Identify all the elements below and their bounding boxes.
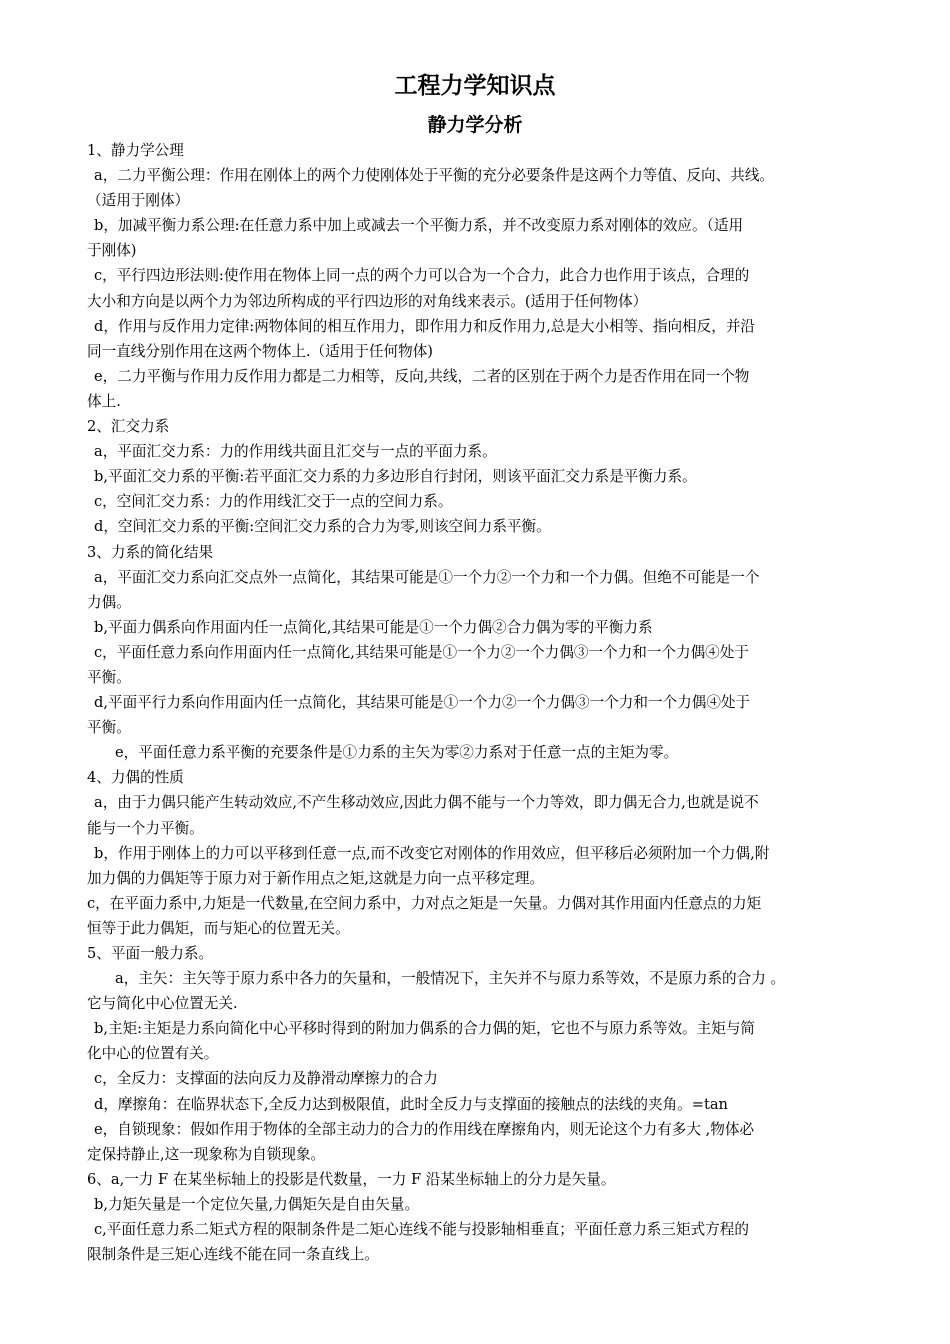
text-line: d,平面平行力系向作用面内任一点简化，其结果可能是①一个力②一个力偶③一个力和一个力偶④处于: [94, 694, 751, 712]
text-line: a，平面汇交力系：力的作用线共面且汇交与一点的平面力系。: [94, 443, 497, 461]
text-line: 化中心的位置有关。: [87, 1045, 219, 1063]
text-line: 5、平面一般力系。: [87, 945, 214, 962]
text-line: a，主矢：主矢等于原力系中各力的矢量和，一般情况下，主矢并不与原力系等效，不是原力系的合力 。: [115, 970, 786, 988]
text-line: e，自锁现象：假如作用于物体的全部主动力的合力的作用线在摩擦角内，则无论这个力有多大 ,物体必: [94, 1120, 755, 1138]
text-line: c，平面任意力系向作用面内任一点简化,其结果可能是①一个力②一个力偶③一个力和一个力偶④处于: [94, 643, 749, 661]
text-line: 限制条件是三矩心连线不能在同一条直线上。: [87, 1246, 379, 1264]
text-line: a，平面汇交力系向汇交点外一点简化，其结果可能是①一个力②一个力和一个力偶。但绝不可能是一个: [94, 568, 760, 586]
document-subtitle: 静力学分析: [427, 114, 523, 136]
text-line: 平衡。: [87, 668, 131, 686]
text-line: c，空间汇交力系：力的作用线汇交于一点的空间力系。: [94, 493, 453, 511]
text-line: a，由于力偶只能产生转动效应,不产生移动效应,因此力偶不能与一个力等效，即力偶无合力,也就是说不: [94, 794, 759, 812]
text-line: 力偶。: [87, 593, 131, 611]
text-line: c，全反力：支撑面的法向反力及静滑动摩擦力的合力: [94, 1070, 438, 1088]
text-line: b，加减平衡力系公理:在任意力系中加上或减去一个平衡力系，并不改变原力系对刚体的效应。（适用: [94, 217, 744, 235]
text-line: e，平面任意力系平衡的充要条件是①力系的主矢为零②力系对于任意一点的主矩为零。: [115, 744, 679, 762]
text-line: b,平面力偶系向作用面内任一点简化,其结果可能是①一个力偶②合力偶为零的平衡力系: [94, 618, 653, 636]
text-line: （适用于刚体）: [87, 192, 190, 210]
text-line: 能与一个力平衡。: [87, 819, 204, 837]
text-line: 同一直线分别作用在这两个物体上.（适用于任何物体): [87, 342, 433, 360]
text-line: 平衡。: [87, 719, 131, 737]
text-line: b,主矩:主矩是力系向简化中心平移时得到的附加力偶系的合力偶的矩，它也不与原力系等效。主矩与简: [94, 1020, 756, 1038]
text-line: c,平面任意力系二矩式方程的限制条件是二矩心连线不能与投影轴相垂直；平面任意力系三矩式方程的: [94, 1221, 749, 1239]
text-line: 恒等于此力偶矩，而与矩心的位置无关。: [87, 919, 350, 937]
text-line: 1、静力学公理: [87, 142, 184, 159]
text-line: 2、汇交力系: [87, 418, 170, 436]
text-line: 4、力偶的性质: [87, 769, 184, 787]
text-line: 定保持静止,这一现象称为自锁现象。: [87, 1145, 326, 1163]
text-line: b,平面汇交力系的平衡:若平面汇交力系的力多边形自行封闭，则该平面汇交力系是平衡力系。: [94, 468, 697, 486]
text-line: b，作用于刚体上的力可以平移到任意一点,而不改变它对刚体的作用效应，但平移后必须附加一个力偶,附: [94, 844, 770, 862]
text-line: 3、力系的简化结果: [87, 543, 214, 561]
text-line: b,力矩矢量是一个定位矢量,力偶矩矢是自由矢量。: [94, 1195, 420, 1213]
document-title: 工程力学知识点: [394, 73, 556, 99]
text-line: 它与简化中心位置无关.: [87, 995, 238, 1013]
text-line: c，在平面力系中,力矩是一代数量,在空间力系中，力对点之矩是一矢量。力偶对其作用面内任意点的力矩: [87, 894, 762, 912]
text-line: d，摩擦角：在临界状态下,全反力达到极限值，此时全反力与支撑面的接触点的法线的夹角。=tan: [94, 1095, 728, 1113]
text-line: d，空间汇交力系的平衡:空间汇交力系的合力为零,则该空间力系平衡。: [94, 518, 551, 536]
text-line: 6、a,一力 F 在某坐标轴上的投影是代数量，一力 F 沿某坐标轴上的分力是矢量。: [87, 1170, 616, 1188]
text-line: 于刚体): [87, 242, 137, 260]
text-line: 加力偶的力偶矩等于原力对于新作用点之矩,这就是力向一点平移定理。: [87, 869, 545, 887]
text-line: 体上.: [87, 392, 121, 410]
text-line: e，二力平衡与作用力反作用力都是二力相等，反向,共线，二者的区别在于两个力是否作用在同一个物: [94, 367, 750, 385]
text-line: 大小和方向是以两个力为邻边所构成的平行四边形的对角线来表示。(适用于任何物体）: [87, 292, 648, 310]
text-line: c，平行四边形法则:使作用在物体上同一点的两个力可以合为一个合力，此合力也作用于该点，合理的: [94, 267, 750, 285]
text-line: a，二力平衡公理：作用在刚体上的两个力使刚体处于平衡的充分必要条件是这两个力等值、反向、共线。: [94, 167, 775, 185]
document-body: [87, 138, 867, 1267]
text-line: d，作用与反作用力定律:两物体间的相互作用力，即作用力和反作用力,总是大小相等、指向相反，并沿: [94, 317, 756, 335]
